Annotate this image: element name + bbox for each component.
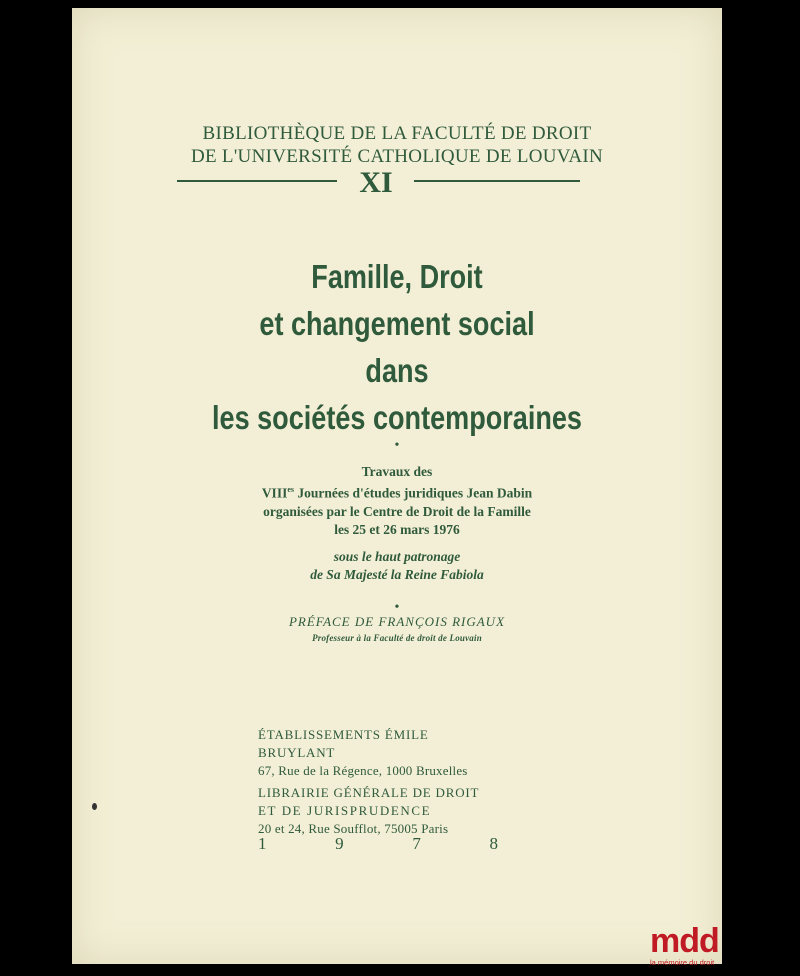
patronage-block: [72, 548, 722, 584]
series-line-2: DE L'UNIVERSITÉ CATHOLIQUE DE LOUVAIN: [190, 146, 604, 167]
publication-year: [258, 834, 498, 854]
title-line-3: dans: [365, 352, 429, 389]
travaux-line-2: [72, 481, 722, 503]
title-line-1: Famille, Droit: [311, 258, 483, 295]
divider-left: [177, 180, 337, 182]
year-digit: 1: [258, 834, 267, 853]
book-title: [131, 253, 664, 441]
logo-tagline: la mémoire du droit: [650, 958, 715, 967]
travaux-line-2-rest: Journées d'études juridiques Jean Dabin: [294, 485, 533, 501]
volume-number: XI: [359, 166, 393, 199]
publisher-name-2b: ET DE JURISPRUDENCE: [258, 803, 432, 818]
publisher-name-1: ÉTABLISSEMENTS ÉMILE BRUYLANT: [258, 727, 429, 760]
preface-block: [72, 614, 722, 646]
title-line-4: les sociétés contemporaines: [212, 399, 582, 436]
paper-speck: [92, 803, 97, 810]
publisher-block: [258, 726, 498, 838]
travaux-line-3: organisées par le Centre de Droit de la Famille: [263, 503, 531, 519]
preface-author: PRÉFACE DE FRANÇOIS RIGAUX: [288, 614, 506, 629]
patronage-line-2: de Sa Majesté la Reine Fabiola: [310, 567, 484, 582]
travaux-line-1: Travaux des: [361, 464, 433, 479]
volume-row: [72, 168, 722, 208]
travaux-block: [72, 463, 722, 539]
patronage-line-1: sous le haut patronage: [333, 549, 461, 564]
publisher-address-1: 67, Rue de la Régence, 1000 Bruxelles: [258, 763, 468, 778]
preface-author-title: Professeur à la Faculté de droit de Louvain: [312, 633, 482, 643]
year-digit: 8: [489, 834, 498, 853]
series-line-1: BIBLIOTHÈQUE DE LA FACULTÉ DE DROIT: [202, 123, 592, 144]
ordinal-suffix: es: [287, 485, 294, 494]
title-line-2: et changement social: [259, 305, 535, 342]
year-digit: 7: [412, 834, 421, 853]
logo-mark: mdd: [650, 922, 719, 960]
mdd-logo: [650, 924, 730, 972]
book-cover: [72, 8, 722, 964]
ordinal: VIII: [261, 485, 288, 501]
series-title: [72, 122, 722, 168]
separator-bullet-2: •: [394, 600, 400, 615]
publisher-name-2a: LIBRAIRIE GÉNÉRALE DE DROIT: [258, 785, 480, 800]
publisher-address-2: 20 et 24, Rue Soufflot, 75005 Paris: [258, 821, 449, 836]
divider-right: [414, 180, 580, 182]
separator-bullet: •: [394, 438, 400, 453]
year-digit: 9: [335, 834, 344, 853]
travaux-line-4: les 25 et 26 mars 1976: [334, 521, 460, 537]
